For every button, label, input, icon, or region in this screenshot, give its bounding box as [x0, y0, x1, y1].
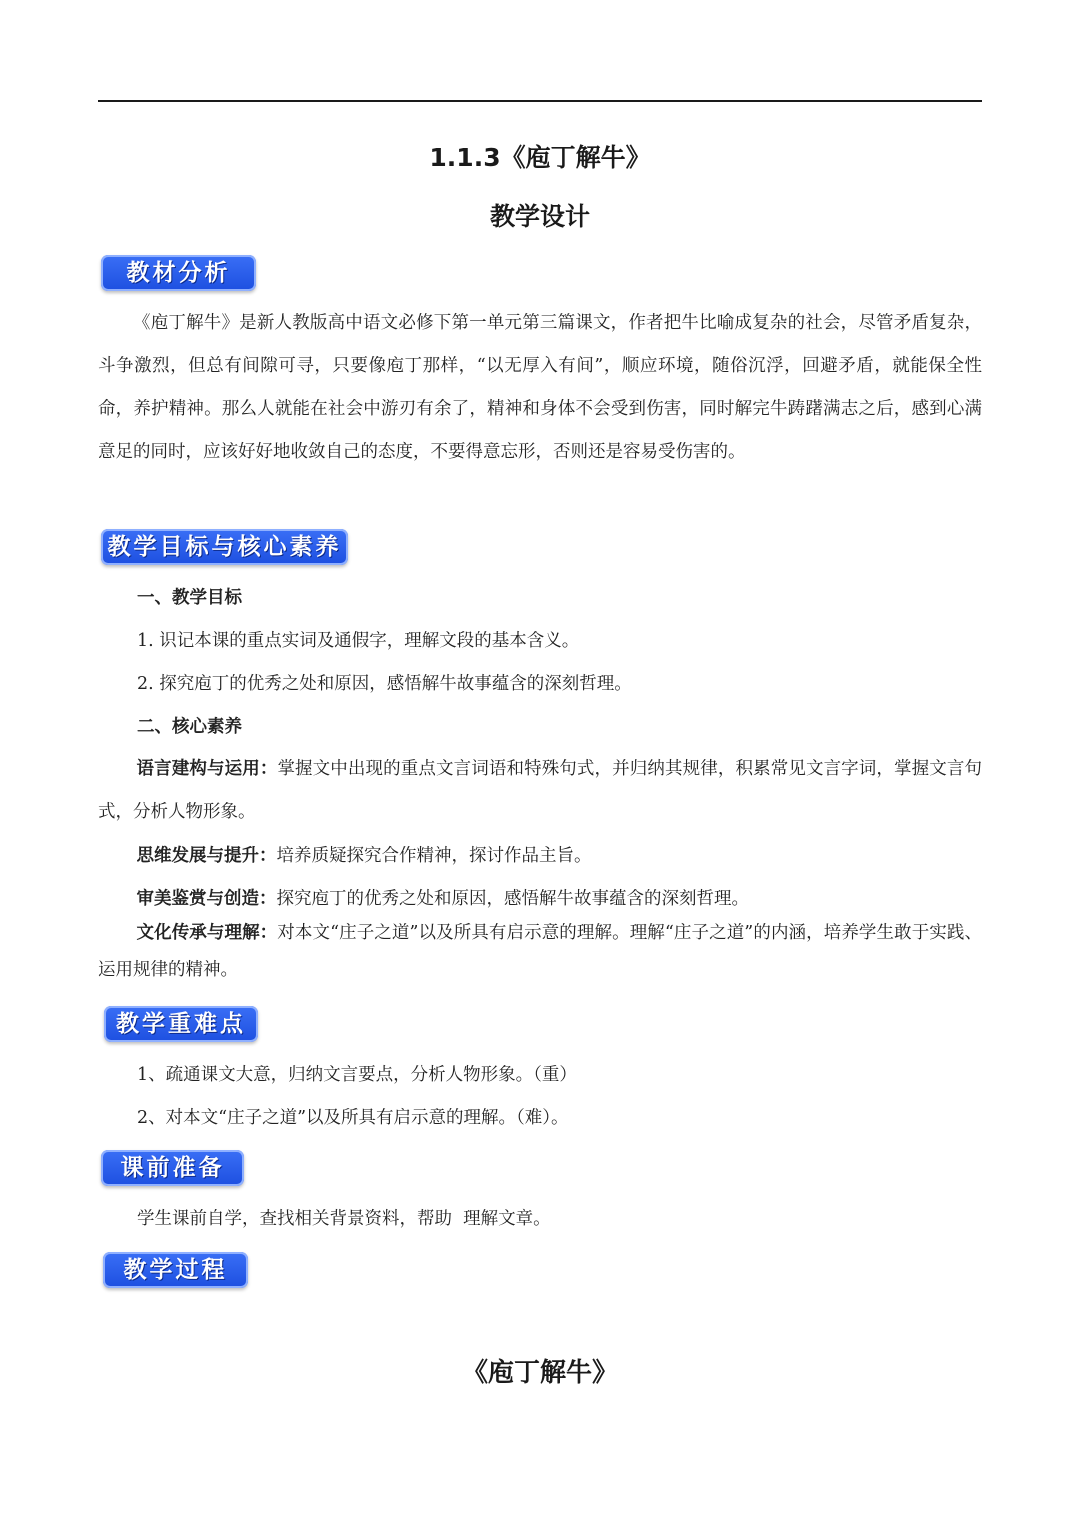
- core-item-3-text: 探究庖丁的优秀之处和原因，感悟解牛故事蕴含的深刻哲理。: [276, 889, 749, 909]
- core-item-1-text: 掌握文中出现的重点文言词语和特殊句式，并归纳其规律，积累常见文言字词，掌握文言句式，分析人物形象。: [98, 759, 982, 822]
- section-badge-teaching-process: 教学过程: [103, 1252, 248, 1288]
- header-rule: [98, 100, 982, 102]
- core-item-4-label: 文化传承与理解：: [136, 923, 278, 943]
- core-item-4-text: 对本文“庄子之道”以及所具有启示意的理解。理解“庄子之道”的内涵，培养学生敢于实践、运用规律的精神。: [98, 923, 982, 980]
- core-item-2-text: 培养质疑探究合作精神，探讨作品主旨。: [276, 846, 592, 866]
- section-badge-teaching-goals: 教学目标与核心素养: [101, 529, 348, 565]
- core-item-2-label: 思维发展与提升：: [136, 846, 277, 866]
- goals-heading: 一、教学目标: [137, 588, 242, 608]
- lesson-title: 《庖丁解牛》: [461, 1358, 618, 1388]
- preparation-text: 学生课前自学，查找相关背景资料，帮助 理解文章。: [137, 1209, 551, 1229]
- core-literacy-heading: 二、核心素养: [137, 717, 242, 737]
- goal-item-2: 2. 探究庖丁的优秀之处和原因，感悟解牛故事蕴含的深刻哲理。: [137, 674, 632, 694]
- core-item-2: [98, 835, 982, 878]
- key-point-1: 1、疏通课文大意，归纳文言要点，分析人物形象。（重）: [137, 1065, 577, 1085]
- core-item-1: [98, 748, 982, 834]
- section-badge-material-analysis: 教材分析: [101, 255, 256, 291]
- goal-item-1: 1. 识记本课的重点实词及通假字，理解文段的基本含义。: [137, 631, 580, 651]
- document-subtitle: 教学设计: [489, 202, 590, 231]
- section-badge-key-points: 教学重难点: [104, 1006, 258, 1042]
- core-item-1-label: 语言建构与运用：: [136, 759, 278, 779]
- key-point-2: 2、对本文“庄子之道”以及所具有启示意的理解。（难）。: [137, 1108, 569, 1128]
- section-badge-preparation: 课前准备: [101, 1150, 244, 1186]
- material-analysis-paragraph: 《庖丁解牛》是新人教版高中语文必修下第一单元第三篇课文，作者把牛比喻成复杂的社会，尽管矛盾复杂，斗争激烈，但总有间隙可寻，只要像庖丁那样，“以无厚入有间”，顺应环境，随俗沉浮，回避矛盾，就能保全性命，养护精神。那么人就能在社会中游刃有余了，精神和身体不会受到伤害，同时解完牛踌躇满志之后，感到心满意足的同时，应该好好地收敛自己的态度，不要得意忘形，否则还是容易受伤害的。: [98, 313, 982, 462]
- document-title: 1.1.3《庖丁解牛》: [429, 143, 651, 172]
- core-item-4: [98, 915, 982, 989]
- core-item-3-label: 审美鉴赏与创造：: [136, 889, 277, 909]
